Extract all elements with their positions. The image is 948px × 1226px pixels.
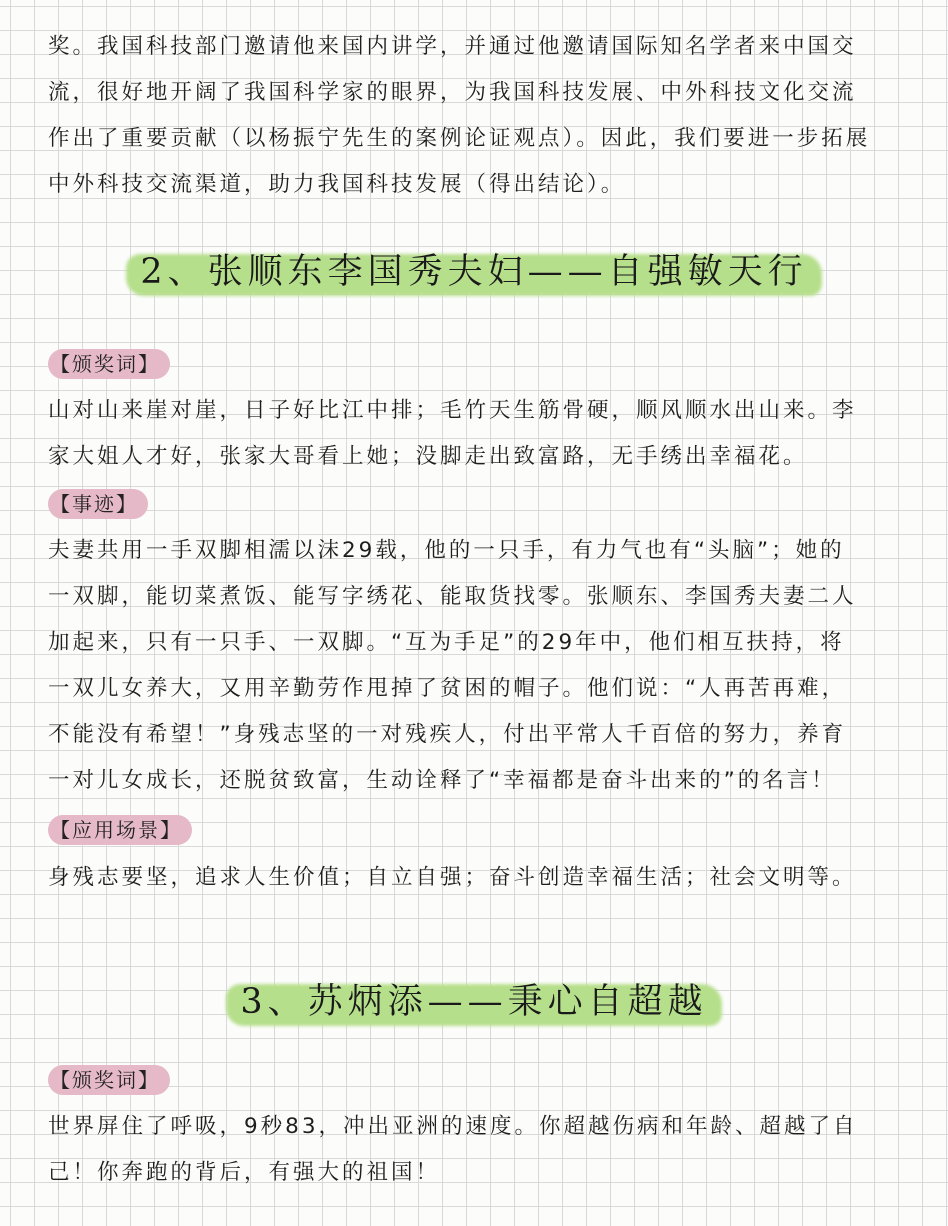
award-paragraph	[48, 1104, 900, 1196]
intro-paragraph	[48, 24, 900, 208]
text-line: 家大姐人才好，张家大哥看上她；没脚走出致富路，无手绣出幸福花。	[48, 444, 808, 469]
section-2-heading-wrap	[0, 246, 948, 298]
text-line: 不能没有希望！”身残志坚的一对残疾人，付出平常人千百倍的努力，养育	[48, 722, 847, 747]
text-line: 奖。我国科技部门邀请他来国内讲学，并通过他邀请国际知名学者来中国交	[48, 34, 857, 59]
text-line: 流，很好地开阔了我国科学家的眼界，为我国科技发展、中外科技文化交流	[48, 80, 857, 105]
text-line: 一对儿女成长，还脱贫致富，生动诠释了“幸福都是奋斗出来的”的名言！	[48, 768, 836, 793]
story-tag: 【事迹】	[48, 489, 148, 519]
text-line: 一双儿女养大，又用辛勤劳作甩掉了贫困的帽子。他们说：“人再苦再难，	[48, 676, 847, 701]
section-3-heading-wrap	[0, 976, 948, 1028]
text-line: 己！你奔跑的背后，有强大的祖国！	[48, 1160, 441, 1185]
award-tag: 【颁奖词】	[48, 1065, 170, 1095]
section-2-title: 2、张顺东李国秀夫妇——自强敏天行	[134, 246, 813, 298]
section-3-title: 3、苏炳添——秉心自超越	[234, 976, 713, 1028]
text-line: 中外科技交流渠道，助力我国科技发展（得出结论）。	[48, 172, 626, 197]
text-line: 山对山来崖对崖，日子好比江中排；毛竹天生筋骨硬，顺风顺水出山来。李	[48, 398, 857, 423]
text-line: 一双脚，能切菜煮饭、能写字绣花、能取货找零。张顺东、李国秀夫妻二人	[48, 584, 857, 609]
text-line: 身残志要坚，追求人生价值；自立自强；奋斗创造幸福生活；社会文明等。	[48, 865, 857, 890]
text-line: 作出了重要贡献（以杨振宁先生的案例论证观点）。因此，我们要进一步拓展	[48, 126, 871, 151]
award-tag: 【颁奖词】	[48, 349, 170, 379]
text-line: 夫妻共用一手双脚相濡以沫29载，他的一只手，有力气也有“头脑”；她的	[48, 538, 845, 563]
story-paragraph	[48, 528, 900, 804]
use-case-tag: 【应用场景】	[48, 815, 192, 845]
text-line: 世界屏住了呼吸，9秒83，冲出亚洲的速度。你超越伤病和年龄、超越了自	[48, 1114, 858, 1139]
text-line: 加起来，只有一只手、一双脚。“互为手足”的29年中，他们相互扶持，将	[48, 630, 845, 655]
use-case-paragraph	[48, 855, 900, 901]
award-paragraph	[48, 388, 900, 480]
